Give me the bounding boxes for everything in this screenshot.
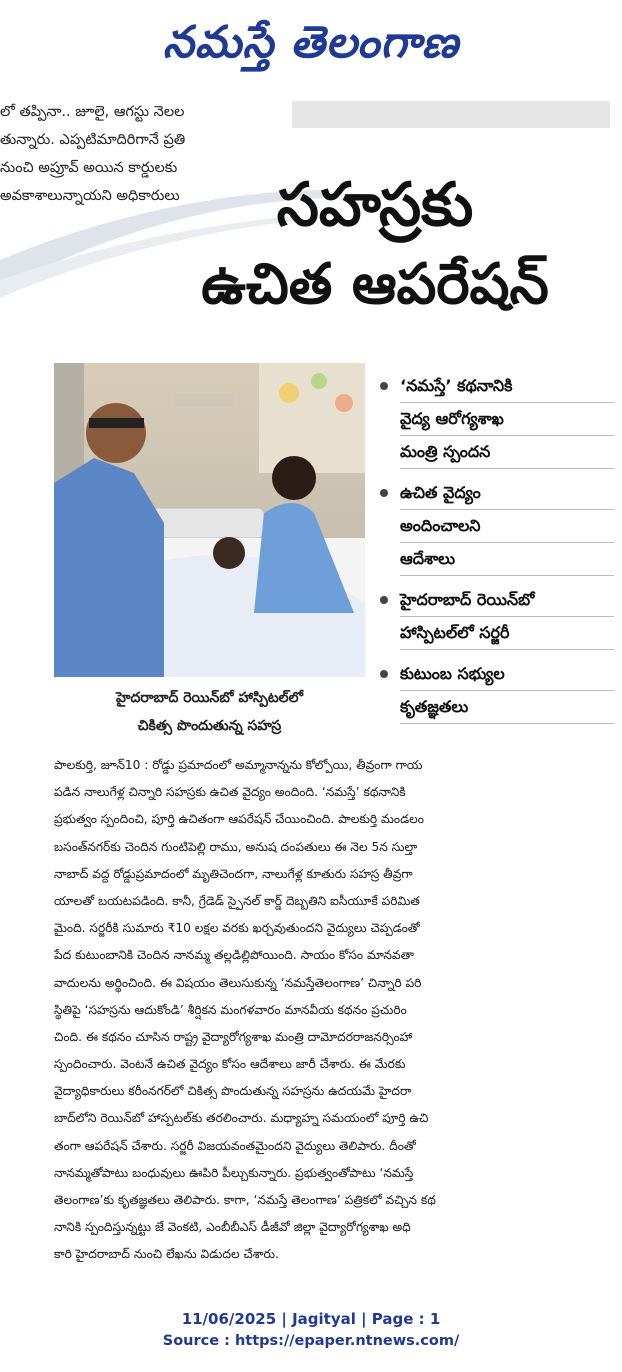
bullet-item (378, 370, 614, 469)
photo-caption-line: హైదరాబాద్ రెయిన్‌బో హాస్పిటల్‌లో (116, 690, 303, 706)
article-line: నానికి స్పందిస్తున్నట్టు జే వెంకటి, ఎంబీబీఎస్ డీజీవో జిల్లా వైద్యారోగ్యశాఖ అధి (54, 1220, 411, 1235)
bullet-line: హైదరాబాద్ రెయిన్‌బో (400, 584, 614, 617)
highlight-bullets (378, 370, 614, 732)
article-line: వాదులను అర్థించింది. ఈ విషయం తెలుసుకున్న ‘నమస్తేతెలంగాణ’ చిన్నారి పరి (54, 975, 422, 990)
masthead-title: నమస్తే తెలంగాణ (162, 17, 460, 68)
bullet-line: ఆదేశాలు (400, 543, 614, 576)
headline-line-1: సహస్రకు (276, 170, 474, 240)
footer-source-line: Source : https://epaper.ntnews.com/ (162, 1333, 460, 1349)
article-line: స్పందించారు. వెంటనే ఉచిత వైద్యం కోసం ఆదేశాలు జారీ చేశారు. ఈ మేరకు (54, 1057, 406, 1072)
article-line: నానమ్మతోపాటు బంధువులు ఊపిరి పీల్చుకున్నారు. ప్రభుత్వంతోపాటు ‘నమస్తే (54, 1165, 414, 1180)
article-line: స్థితిపై ‘సహస్రను ఆదుకోండి’ శీర్షికన మంగళవారం మానవీయ కథనం ప్రచురిం (54, 1002, 407, 1017)
bullet-line: ఉచిత వైద్యం (400, 477, 614, 510)
article-line: పేద కుటుంబానికి చెందిన నానమ్మ తల్లడిల్లిపోయింది. సాయం కోసం మానవతా (54, 948, 414, 963)
bullet-item (378, 477, 614, 576)
article-line: మైంది. సర్జరీకి సుమారు ₹10 లక్షల వరకు ఖర్చవుతుందని వైద్యులు చెప్పడంతో (54, 921, 420, 936)
bullet-line: హాస్పిటల్‌లో సర్జరీ (400, 617, 614, 650)
article-line: నాబాద్ వద్ద రోడ్డుప్రమాదంలో మృతిచెందగా, నాలుగేళ్ల కూతురు సహస్ర తీవ్రగా (54, 866, 413, 881)
article-line: కారి హైదరాబాద్ నుంచి లేఖను విడుదల చేశారు. (54, 1247, 279, 1262)
article-line: వైద్యాధికారులు కరీంనగర్‌లో చికిత్స పొందుతున్న సహస్రను ఉదయమే హైదరా (54, 1084, 412, 1099)
teaser-line: తున్నారు. ఎప్పటిమాదిరిగానే ప్రతి (0, 132, 186, 148)
headline (135, 165, 615, 325)
hospital-photo-illustration (54, 363, 365, 677)
bullet-line: మంత్రి స్పందన (400, 436, 614, 469)
article-body (54, 752, 610, 1269)
headline-line-2: ఉచిత ఆపరేషన్ (201, 252, 549, 317)
article-line: పాలకుర్తి, జూన్10 : రోడ్డు ప్రమాదంలో అమ్మానాన్నను కోల్పోయి, తీవ్రంగా గాయ (54, 758, 423, 772)
bullet-item (378, 584, 614, 650)
bullet-dot-icon (380, 596, 388, 604)
bullet-line: కృతజ్ఞతలు (400, 691, 614, 724)
bullet-dot-icon (380, 670, 388, 678)
article-line: పడిన నాలుగేళ్ల చిన్నారి సహస్రకు ఉచిత వైద్యం అందింది. ‘నమస్తే’ కథనానికి (54, 785, 406, 800)
article-line: చింది. ఈ కథనం చూసిన రాష్ట్ర వైద్యారోగ్యశాఖ మంత్రి దామోదరరాజనర్సింహా (54, 1029, 413, 1044)
grey-strip (292, 101, 610, 128)
masthead (0, 0, 622, 85)
article-line: యాలతో బయటపడింది. కానీ, గ్రేడెడ్ స్పైనల్ కార్డ్ దెబ్బతిని ఐసీయూకే పరిమిత (54, 893, 420, 908)
bullet-item (378, 658, 614, 724)
bullet-line: అందించాలని (400, 510, 614, 543)
page-footer (0, 1308, 622, 1352)
bullet-line: ‘నమస్తే’ కథనానికి (400, 370, 614, 403)
article-line: బాద్‌లోని రెయిన్‌బో హాస్పటల్‌కు తరలించారు. మధ్యాహ్న సమయంలో పూర్తి ఉచి (54, 1111, 429, 1126)
article-line: ప్రభుత్వం స్పందించి, పూర్తి ఉచితంగా ఆపరేషన్ చేయించింది. పాలకుర్తి మండలం (54, 812, 424, 827)
bullet-line: కుటుంబ సభ్యుల (400, 658, 614, 691)
article-line: బసంత్‌నగర్‌కు చెందిన గుంటిపెల్లి రాము, అనుష దంపతులు ఈ నెల 5న సుల్తా (54, 839, 418, 854)
bullet-dot-icon (380, 382, 388, 390)
article-line: తెలంగాణ’కు కృతజ్ఞతలు తెలిపారు. కాగా, ‘నమస్తే తెలంగాణ’ పత్రికలో వచ్చిన కథ (54, 1193, 436, 1207)
footer-date-line: 11/06/2025 | Jagityal | Page : 1 (181, 1310, 441, 1328)
teaser-line: అవకాశాలున్నాయని అధికారులు (0, 188, 180, 204)
bullet-line: వైద్య ఆరోగ్యశాఖ (400, 403, 614, 436)
teaser-line: లో తప్పినా.. జూలై, ఆగస్టు నెలల (0, 104, 185, 120)
bullet-dot-icon (380, 489, 388, 497)
teaser-line: నుంచి అప్రూవ్ అయిన కార్డులకు (0, 160, 178, 176)
photo-caption (54, 684, 365, 740)
article-line: తంగా ఆపరేషన్ చేశారు. సర్జరీ విజయవంతమైందని వైద్యులు తెలిపారు. దీంతో (54, 1138, 416, 1153)
hospital-photo (54, 363, 365, 677)
photo-caption-line: చికిత్స పొందుతున్న సహస్ర (137, 718, 282, 734)
